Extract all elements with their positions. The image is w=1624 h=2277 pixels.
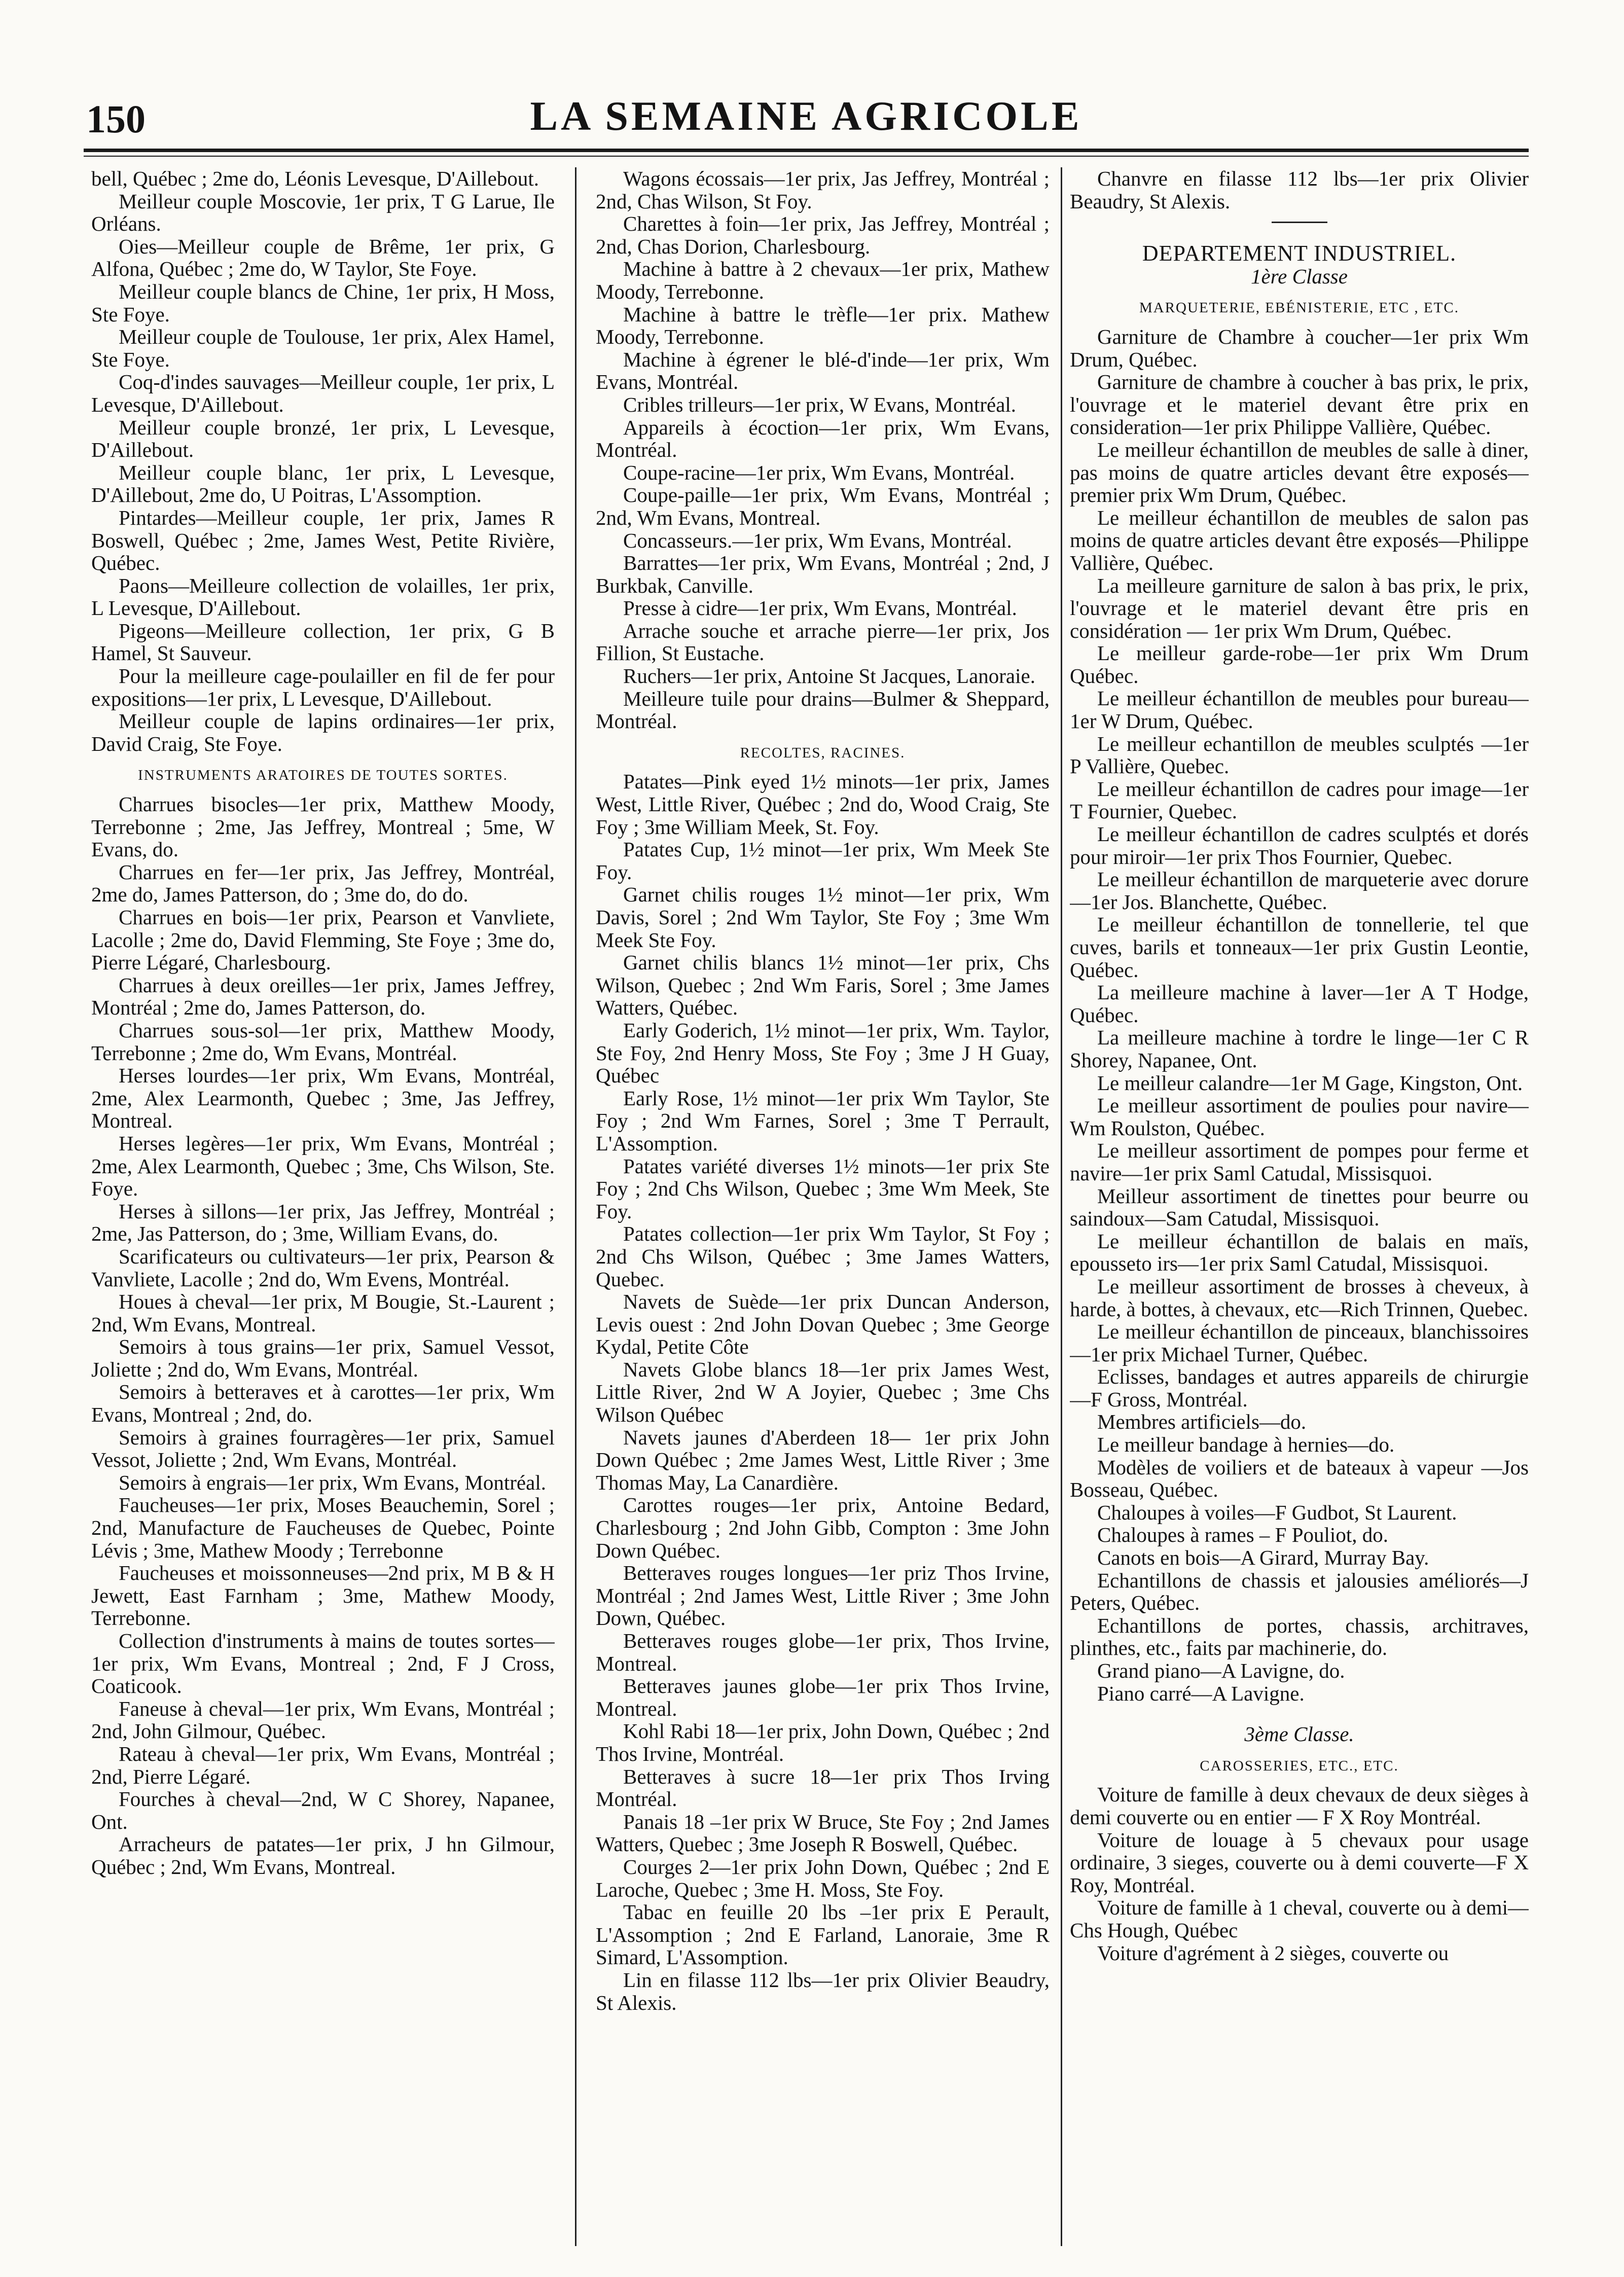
prize-entry: Meilleur couple de Toulouse, 1er prix, Alex Hamel, Ste Foye. — [91, 325, 555, 371]
prize-entry: Presse à cidre—1er prix, Wm Evans, Montréal. — [623, 596, 1017, 620]
prize-entry: Herses à sillons—1er prix, Jas Jeffrey, Montréal ; 2me, Jas Patterson, do ; 3me, William Evans, do. — [91, 1199, 555, 1246]
prize-entry: Le meilleur bandage à hernies—do. — [1097, 1433, 1395, 1457]
prize-entry: Meilleur couple de lapins ordinaires—1er prix, David Craig, Ste Foye. — [91, 709, 555, 755]
prize-entry: Wagons écossais—1er prix, Jas Jeffrey, Montréal ; 2nd, Chas Wilson, St Foy. — [596, 167, 1050, 213]
prize-entry: Charrues à deux oreilles—1er prix, James Jeffrey, Montréal ; 2me do, James Patterson, do. — [91, 973, 555, 1020]
prize-entry: Scarificateurs ou cultivateurs—1er prix, Pearson & Vanvliete, Lacolle ; 2nd do, Wm Evens, Montréal. — [91, 1244, 555, 1291]
prize-entry: Membres artificiels—do. — [1097, 1410, 1307, 1434]
prize-entry: Chaloupes à voiles—F Gudbot, St Laurent. — [1097, 1500, 1457, 1524]
prize-entry: Le meilleur assortiment de pompes pour ferme et navire—1er prix Saml Catudal, Missisquoi. — [1070, 1139, 1529, 1185]
prize-entry: Patates variété diverses 1½ minots—1er prix Ste Foy ; 2nd Chs Wilson, Quebec ; 3me Wm Meek, Ste Foy. — [596, 1154, 1050, 1223]
prize-entry: Navets Globe blancs 18—1er prix James West, Little River, 2nd W A Joyier, Quebec ; 3me Chs Wilson Québec — [596, 1357, 1050, 1427]
prize-entry: Early Rose, 1½ minot—1er prix Wm Taylor, Ste Foy ; 2nd Wm Farnes, Sorel ; 3me T Perrault, L'Assomption. — [596, 1086, 1050, 1155]
prize-entry: Arrache souche et arrache pierre—1er prix, Jos Fillion, St Eustache. — [596, 619, 1050, 665]
prize-entry: Collection d'instruments à mains de toutes sortes—1er prix, Wm Evans, Montreal ; 2nd, F J Cross, Coaticook. — [91, 1629, 555, 1698]
prize-entry: Garnet chilis blancs 1½ minot—1er prix, Chs Wilson, Quebec ; 2nd Wm Faris, Sorel ; 3me James Watters, Québec. — [596, 951, 1050, 1020]
prize-entry: Meilleur assortiment de tinettes pour beurre ou saindoux—Sam Catudal, Missisquoi. — [1070, 1184, 1529, 1231]
section-heading: RECOLTES, RACINES. — [740, 744, 906, 761]
prize-entry: Ruchers—1er prix, Antoine St Jacques, Lanoraie. — [623, 664, 1035, 688]
prize-entry: Houes à cheval—1er prix, M Bougie, St.-Laurent ; 2nd, Wm Evans, Montreal. — [91, 1290, 555, 1336]
prize-entry: Le meilleur échantillon de cadres pour image—1er T Fournier, Quebec. — [1070, 777, 1529, 823]
prize-entry: Charrues bisocles—1er prix, Matthew Moody, Terrebonne ; 2me, Jas Jeffrey, Montreal ; 5me, W Evans, do. — [91, 792, 555, 861]
prize-entry: Navets jaunes d'Aberdeen 18— 1er prix John Down Québec ; 2me James West, Little River ; 3me Thomas May, La Canardière. — [596, 1425, 1050, 1494]
prize-entry: Echantillons de portes, chassis, architraves, plinthes, etc., faits par machinerie, do. — [1070, 1613, 1529, 1660]
prize-entry: Lin en filasse 112 lbs—1er prix Olivier Beaudry, St Alexis. — [596, 1968, 1050, 2014]
prize-entry: Le meilleur échantillon de meubles de salon pas moins de quatre articles devant être exposés—Philippe Vallière, Québec. — [1070, 505, 1529, 574]
prize-entry: Charettes à foin—1er prix, Jas Jeffrey, Montréal ; 2nd, Chas Dorion, Charlesbourg. — [596, 212, 1050, 258]
prize-entry: Pigeons—Meilleure collection, 1er prix, G B Hamel, St Sauveur. — [91, 619, 555, 665]
prize-entry: Herses lourdes—1er prix, Wm Evans, Montréal, 2me, Alex Learmonth, Quebec ; 3me, Jas Jeffrey, Montreal. — [91, 1064, 555, 1133]
prize-entry: Faucheuses—1er prix, Moses Beauchemin, Sorel ; 2nd, Manufacture de Faucheuses de Quebec, Pointe Lévis ; 3me, Mathew Moody ; Terrebonne — [91, 1493, 555, 1562]
prize-entry: Paons—Meilleure collection de volailles, 1er prix, L Levesque, D'Aillebout. — [91, 573, 555, 620]
prize-entry: Voiture de famille à 1 cheval, couverte ou à demi—Chs Hough, Québec — [1070, 1896, 1529, 1942]
prize-entry: Le meilleur assortiment de poulies pour navire—Wm Roulston, Québec. — [1070, 1094, 1529, 1140]
prize-entry: Courges 2—1er prix John Down, Québec ; 2nd E Laroche, Quebec ; 3me H. Moss, Ste Foy. — [596, 1855, 1050, 1901]
column-left — [91, 167, 555, 2256]
prize-entry: Garnet chilis rouges 1½ minot—1er prix, Wm Davis, Sorel ; 2nd Wm Taylor, Ste Foy ; 3me Wm Meek Ste Foy. — [596, 883, 1050, 952]
prize-entry: Meilleur couple bronzé, 1er prix, L Levesque, D'Aillebout. — [91, 415, 555, 462]
department-heading: DEPARTEMENT INDUSTRIEL. — [1142, 241, 1457, 266]
prize-entry: Semoirs à engrais—1er prix, Wm Evans, Montréal. — [119, 1470, 546, 1494]
prize-entry: Betteraves jaunes globe—1er prix Thos Irvine, Montreal. — [596, 1674, 1050, 1720]
prize-entry: Semoirs à tous grains—1er prix, Samuel Vessot, Joliette ; 2nd do, Wm Evans, Montréal. — [91, 1335, 555, 1381]
prize-entry: Modèles de voiliers et de bateaux à vapeur —Jos Bosseau, Québec. — [1070, 1455, 1529, 1502]
prize-entry: Herses legères—1er prix, Wm Evans, Montréal ; 2me, Alex Learmonth, Quebec ; 3me, Chs Wilson, Ste. Foye. — [91, 1131, 555, 1201]
section-heading: MARQUETERIE, EBÉNISTERIE, ETC , ETC. — [1139, 300, 1459, 316]
prize-entry: Meilleur couple blanc, 1er prix, L Levesque, D'Aillebout, 2me do, U Poitras, L'Assomption. — [91, 460, 555, 507]
prize-entry: Coupe-racine—1er prix, Wm Evans, Montréal. — [623, 460, 1015, 484]
prize-entry: Piano carré—A Lavigne. — [1097, 1681, 1305, 1705]
prize-entry: Le meilleur calandre—1er M Gage, Kingston, Ont. — [1097, 1071, 1523, 1095]
prize-entry: Le meilleur echantillon de meubles sculptés —1er P Vallière, Quebec. — [1070, 732, 1529, 778]
prize-entry: La meilleure machine à laver—1er A T Hodge, Québec. — [1070, 981, 1529, 1027]
prize-entry: Voiture d'agrément à 2 sièges, couverte ou — [1097, 1941, 1449, 1965]
prize-entry: Garniture de chambre à coucher à bas prix, le prix, l'ouvrage et le materiel devant être prix en consideration—1er prix Philippe Vallière, Québec. — [1070, 370, 1529, 439]
prize-entry: Rateau à cheval—1er prix, Wm Evans, Montréal ; 2nd, Pierre Légaré. — [91, 1742, 555, 1788]
prize-entry: Early Goderich, 1½ minot—1er prix, Wm. Taylor, Ste Foy, 2nd Henry Moss, Ste Foy ; 3me J H Guay, Québec — [596, 1018, 1050, 1088]
prize-entry: Pintardes—Meilleur couple, 1er prix, James R Boswell, Québec ; 2me, James West, Petite Rivière, Québec. — [91, 505, 555, 575]
prize-entry: Canots en bois—A Girard, Murray Bay. — [1097, 1546, 1429, 1570]
prize-entry: Le meilleur échantillon de meubles de salle à diner, pas moins de quatre articles devant être exposés—premier prix Wm Drum, Québec. — [1070, 438, 1529, 507]
prize-entry: Le meilleur échantillon de marqueterie avec dorure—1er Jos. Blanchette, Québec. — [1070, 868, 1529, 914]
prize-entry: Cribles trilleurs—1er prix, W Evans, Montréal. — [623, 392, 1017, 416]
prize-entry: Garniture de Chambre à coucher—1er prix Wm Drum, Québec. — [1070, 324, 1529, 371]
prize-entry: Chanvre en filasse 112 lbs—1er prix Olivier Beaudry, St Alexis. — [1070, 167, 1529, 213]
section-heading: CAROSSERIES, ETC., ETC. — [1200, 1757, 1399, 1774]
prize-entry: Charrues en fer—1er prix, Jas Jeffrey, Montréal, 2me do, James Patterson, do ; 3me do, do do. — [91, 860, 555, 907]
prize-entry: Concasseurs.—1er prix, Wm Evans, Montréal. — [623, 528, 1012, 552]
prize-entry: Le meilleur échantillon de pinceaux, blanchissoires—1er prix Michael Turner, Québec. — [1070, 1320, 1529, 1366]
prize-entry: Kohl Rabi 18—1er prix, John Down, Québec ; 2nd Thos Irvine, Montréal. — [596, 1719, 1050, 1765]
prize-entry: Coq-d'indes sauvages—Meilleur couple, 1er prix, L Levesque, D'Aillebout. — [91, 370, 555, 416]
prize-entry: Navets de Suède—1er prix Duncan Anderson, Levis ouest : 2nd John Dovan Quebec ; 3me George Kydal, Petite Côte — [596, 1290, 1050, 1359]
prize-entry: Barrattes—1er prix, Wm Evans, Montréal ; 2nd, J Burkbak, Canville. — [596, 551, 1050, 597]
prize-entry: Echantillons de chassis et jalousies améliorés—J Peters, Québec. — [1070, 1568, 1529, 1615]
prize-entry: Le meilleur échantillon de balais en maïs, epousseto irs—1er prix Saml Catudal, Missisquoi. — [1070, 1229, 1529, 1276]
column-middle — [596, 167, 1050, 2256]
prize-entry: Carottes rouges—1er prix, Antoine Bedard, Charlesbourg ; 2nd John Gibb, Compton : 3me John Down Québec. — [596, 1493, 1050, 1562]
prize-entry: Patates collection—1er prix Wm Taylor, St Foy ; 2nd Chs Wilson, Québec ; 3me James Watters, Quebec. — [596, 1222, 1050, 1291]
prize-entry: Arracheurs de patates—1er prix, J hn Gilmour, Québec ; 2nd, Wm Evans, Montreal. — [91, 1832, 555, 1878]
prize-entry: Faneuse à cheval—1er prix, Wm Evans, Montréal ; 2nd, John Gilmour, Québec. — [91, 1696, 555, 1743]
section-rule — [1272, 222, 1327, 223]
prize-entry: Semoirs à graines fourragères—1er prix, Samuel Vessot, Joliette ; 2nd, Wm Evans, Montréal. — [91, 1425, 555, 1472]
prize-entry: Chaloupes à rames – F Pouliot, do. — [1097, 1523, 1388, 1547]
column-divider — [1061, 167, 1062, 2246]
prize-entry: Le meilleur garde-robe—1er prix Wm Drum Québec. — [1070, 641, 1529, 688]
prize-entry: Pour la meilleure cage-poulailler en fil de fer pour expositions—1er prix, L Levesque, D'Aillebout. — [91, 664, 555, 710]
prize-entry: Semoirs à betteraves et à carottes—1er prix, Wm Evans, Montreal ; 2nd, do. — [91, 1380, 555, 1427]
prize-entry: La meilleure garniture de salon à bas prix, le prix, l'ouvrage et le materiel devant être pris en considération — 1er prix Wm Drum, Québec. — [1070, 573, 1529, 642]
prize-entry: Meilleur couple blancs de Chine, 1er prix, H Moss, Ste Foye. — [91, 279, 555, 326]
page-title: LA SEMAINE AGRICOLE — [530, 93, 1082, 139]
prize-entry: Fourches à cheval—2nd, W C Shorey, Napanee, Ont. — [91, 1787, 555, 1833]
prize-entry: Charrues sous-sol—1er prix, Matthew Moody, Terrebonne ; 2me do, Wm Evans, Montréal. — [91, 1018, 555, 1065]
prize-entry: Faucheuses et moissonneuses—2nd prix, M B & H Jewett, East Farnham ; 3me, Mathew Moody, Terrebonne. — [91, 1561, 555, 1630]
prize-entry: Meilleur couple Moscovie, 1er prix, T G Larue, Ile Orléans. — [91, 189, 555, 236]
class-subheading: 1ère Classe — [1251, 264, 1348, 288]
section-heading: INSTRUMENTS ARATOIRES DE TOUTES SORTES. — [138, 767, 508, 784]
class-subheading: 3ème Classe. — [1244, 1722, 1354, 1746]
prize-entry: Voiture de famille à deux chevaux de deux sièges à demi couverte ou en entier — F X Roy Montréal. — [1070, 1783, 1529, 1829]
prize-entry: Patates—Pink eyed 1½ minots—1er prix, James West, Little River, Québec ; 2nd do, Wood Craig, Ste Foy ; 3me William Meek, St. Foy. — [596, 770, 1050, 839]
page-number: 150 — [86, 97, 146, 141]
prize-entry: Le meilleur échantillon de tonnellerie, tel que cuves, barils et tonneaux—1er prix Gustin Leontie, Québec. — [1070, 913, 1529, 982]
prize-entry: La meilleure machine à tordre le linge—1er C R Shorey, Napanee, Ont. — [1070, 1026, 1529, 1072]
prize-entry: Oies—Meilleur couple de Brême, 1er prix, G Alfona, Québec ; 2me do, W Taylor, Ste Foye. — [91, 234, 555, 281]
prize-entry: Grand piano—A Lavigne, do. — [1097, 1659, 1345, 1682]
prize-entry: Coupe-paille—1er prix, Wm Evans, Montréal ; 2nd, Wm Evans, Montreal. — [596, 483, 1050, 529]
page-header — [86, 92, 1526, 148]
prize-entry: Machine à battre à 2 chevaux—1er prix, Mathew Moody, Terrebonne. — [596, 257, 1050, 303]
column-right — [1070, 167, 1529, 2256]
prize-entry: Le meilleur assortiment de brosses à cheveux, à harde, à bottes, à chevaux, etc—Rich Trinnen, Quebec. — [1070, 1274, 1529, 1321]
prize-entry: Betteraves à sucre 18—1er prix Thos Irving Montréal. — [596, 1764, 1050, 1811]
prize-entry: Patates Cup, 1½ minot—1er prix, Wm Meek Ste Foy. — [596, 838, 1050, 884]
prize-entry: Eclisses, bandages et autres appareils de chirurgie—F Gross, Montréal. — [1070, 1365, 1529, 1411]
prize-entry: Voiture de louage à 5 chevaux pour usage ordinaire, 3 sieges, couverte ou à demi couverte—F X Roy, Montréal. — [1070, 1828, 1529, 1897]
prize-entry: Tabac en feuille 20 lbs –1er prix E Perault, L'Assomption ; 2nd E Farland, Lanoraie, 3me R Simard, L'Assomption. — [596, 1900, 1050, 1969]
prize-entry: Panais 18 –1er prix W Bruce, Ste Foy ; 2nd James Watters, Quebec ; 3me Joseph R Boswell, Québec. — [596, 1810, 1050, 1856]
header-rule — [84, 149, 1529, 152]
header-rule-thin — [84, 156, 1529, 157]
prize-entry: Charrues en bois—1er prix, Pearson et Vanvliete, Lacolle ; 2me do, David Flemming, Ste Foye ; 3me do, Pierre Légaré, Charlesbourg. — [91, 906, 555, 974]
prize-entry: bell, Québec ; 2me do, Léonis Levesque, D'Aillebout. — [91, 167, 539, 190]
column-divider — [575, 167, 576, 2246]
prize-entry: Le meilleur échantillon de meubles pour bureau—1er W Drum, Québec. — [1070, 686, 1529, 733]
prize-entry: Betteraves rouges globe—1er prix, Thos Irvine, Montreal. — [596, 1629, 1050, 1675]
prize-entry: Betteraves rouges longues—1er priz Thos Irvine, Montréal ; 2nd James West, Little River ; 3me John Down, Québec. — [596, 1561, 1050, 1630]
prize-entry: Le meilleur échantillon de cadres sculptés et dorés pour miroir—1er prix Thos Fournier, Quebec. — [1070, 822, 1529, 869]
prize-entry: Machine à égrener le blé-d'inde—1er prix, Wm Evans, Montréal. — [596, 347, 1050, 394]
prize-entry: Meilleure tuile pour drains—Bulmer & Sheppard, Montréal. — [596, 686, 1050, 733]
prize-entry: Machine à battre le trèfle—1er prix. Mathew Moody, Terrebonne. — [596, 302, 1050, 349]
prize-entry: Appareils à écoction—1er prix, Wm Evans, Montréal. — [596, 415, 1050, 462]
